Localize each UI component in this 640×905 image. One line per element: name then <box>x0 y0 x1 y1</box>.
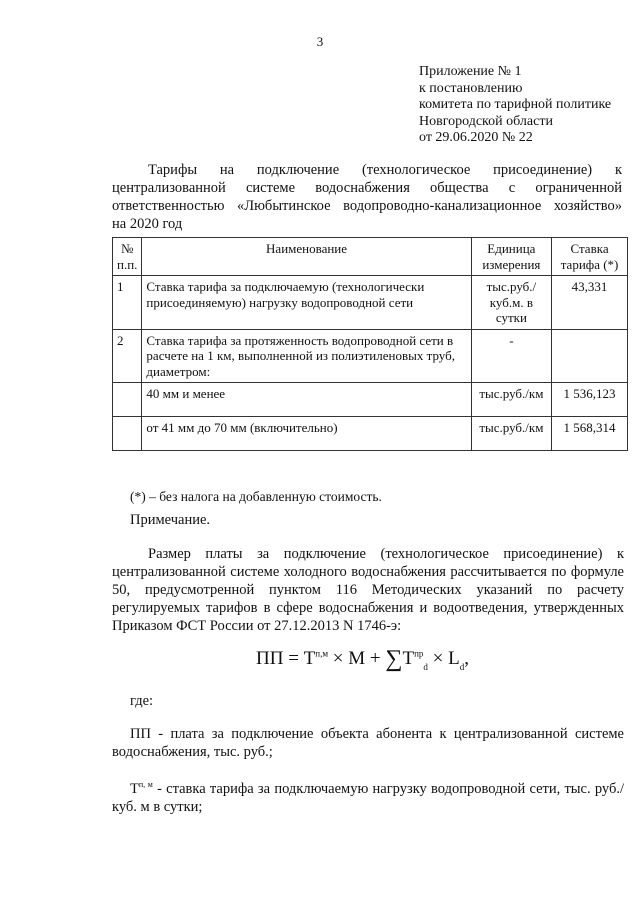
appendix-line: Новгородской области <box>419 113 553 129</box>
formula <box>256 646 469 673</box>
cell-rate <box>552 329 628 383</box>
title-line: Тарифы на подключение (технологическое присоединение) к <box>148 162 622 178</box>
table-row <box>113 383 628 417</box>
formula-sup1: п,м <box>315 648 329 659</box>
cell-num <box>113 417 142 451</box>
formula-tail: , <box>464 648 469 669</box>
appendix-line: от 29.06.2020 № 22 <box>419 130 533 145</box>
calculation-paragraph <box>112 545 624 635</box>
tariffs-table <box>112 237 628 451</box>
page-number: 3 <box>316 34 324 49</box>
appendix-line: Приложение № 1 <box>419 64 522 79</box>
header-rate: Ставка тарифа (*) <box>552 238 628 276</box>
where-label: где: <box>130 693 154 709</box>
table-row <box>113 276 628 330</box>
formula-end: × L <box>427 648 460 669</box>
cell-name: 40 мм и менее <box>142 383 471 417</box>
cell-unit: тыс.руб./км <box>471 417 551 451</box>
formula-sub2: d <box>423 662 428 672</box>
title-line: централизованной системе водоснабжения общества с ограниченной <box>112 180 622 196</box>
cell-name: от 41 мм до 70 мм (включительно) <box>142 417 471 451</box>
tpm-symbol: T <box>130 780 139 797</box>
title-line: ответственностью «Любытинское водопроводно-канализационное хозяйство» <box>112 198 622 214</box>
tpm-definition-text: - ставка тарифа за подключаемую нагрузку водопроводной сети, тыс. руб./куб. м в сутки; <box>112 780 625 815</box>
pp-definition-text: ПП - плата за подключение объекта абонента к централизованной системе водоснабжения, тыс. руб.; <box>112 726 624 760</box>
header-name: Наименование <box>142 238 471 276</box>
pp-definition <box>112 725 624 761</box>
remark-title: Примечание. <box>130 512 211 528</box>
formula-lhs: ПП <box>256 648 284 669</box>
formula-sup2: пр <box>414 648 424 659</box>
cell-rate: 1 568,314 <box>552 417 628 451</box>
cell-name: Ставка тарифа за подключаемую (технологически присоединяемую) нагрузку водопроводной сети <box>142 276 471 330</box>
table-row <box>113 329 628 383</box>
appendix-block <box>419 64 611 147</box>
table-header-row <box>113 238 628 276</box>
header-unit: Единица измерения <box>471 238 551 276</box>
cell-unit: - <box>471 329 551 383</box>
tpm-definition <box>112 776 624 816</box>
cell-unit: тыс.руб./куб.м. в сутки <box>471 276 551 330</box>
cell-num: 2 <box>113 329 142 383</box>
paragraph-text: Размер платы за подключение (технологическое присоединение) к централизованной системе холодного водоснабжения рассчитывается по формуле 50, предусмотренной пунктом 116 Методических указаний по расчету регулируемых тарифов в сфере водоснабжения и водоотведения, утвержденных Приказом ФСТ России от 27.12.2013 N 1746-э: <box>112 546 624 634</box>
table-row <box>113 417 628 451</box>
cell-rate: 1 536,123 <box>552 383 628 417</box>
formula-t2: T <box>402 648 415 669</box>
appendix-line: к постановлению <box>419 80 523 96</box>
cell-rate: 43,331 <box>552 276 628 330</box>
formula-sub3: d <box>459 662 465 672</box>
appendix-line: комитета по тарифной политике <box>419 97 612 112</box>
sigma-symbol: ∑ <box>385 646 403 672</box>
header-num: № п.п. <box>113 238 142 276</box>
cell-num: 1 <box>113 276 142 330</box>
formula-mid: × M + <box>328 648 386 669</box>
document-title <box>112 161 622 233</box>
cell-name: Ставка тарифа за протяженность водопроводной сети в расчете на 1 км, выполненной из полиэтиленовых труб, диаметром: <box>142 329 471 383</box>
tpm-definition-line <box>112 776 624 816</box>
title-line: на 2020 год <box>112 216 183 232</box>
cell-num <box>113 383 142 417</box>
footnote: (*) – без налога на добавленную стоимость. <box>130 489 382 504</box>
formula-eq: = T <box>283 648 316 669</box>
tpm-sup: п, м <box>138 780 153 789</box>
cell-unit: тыс.руб./км <box>471 383 551 417</box>
